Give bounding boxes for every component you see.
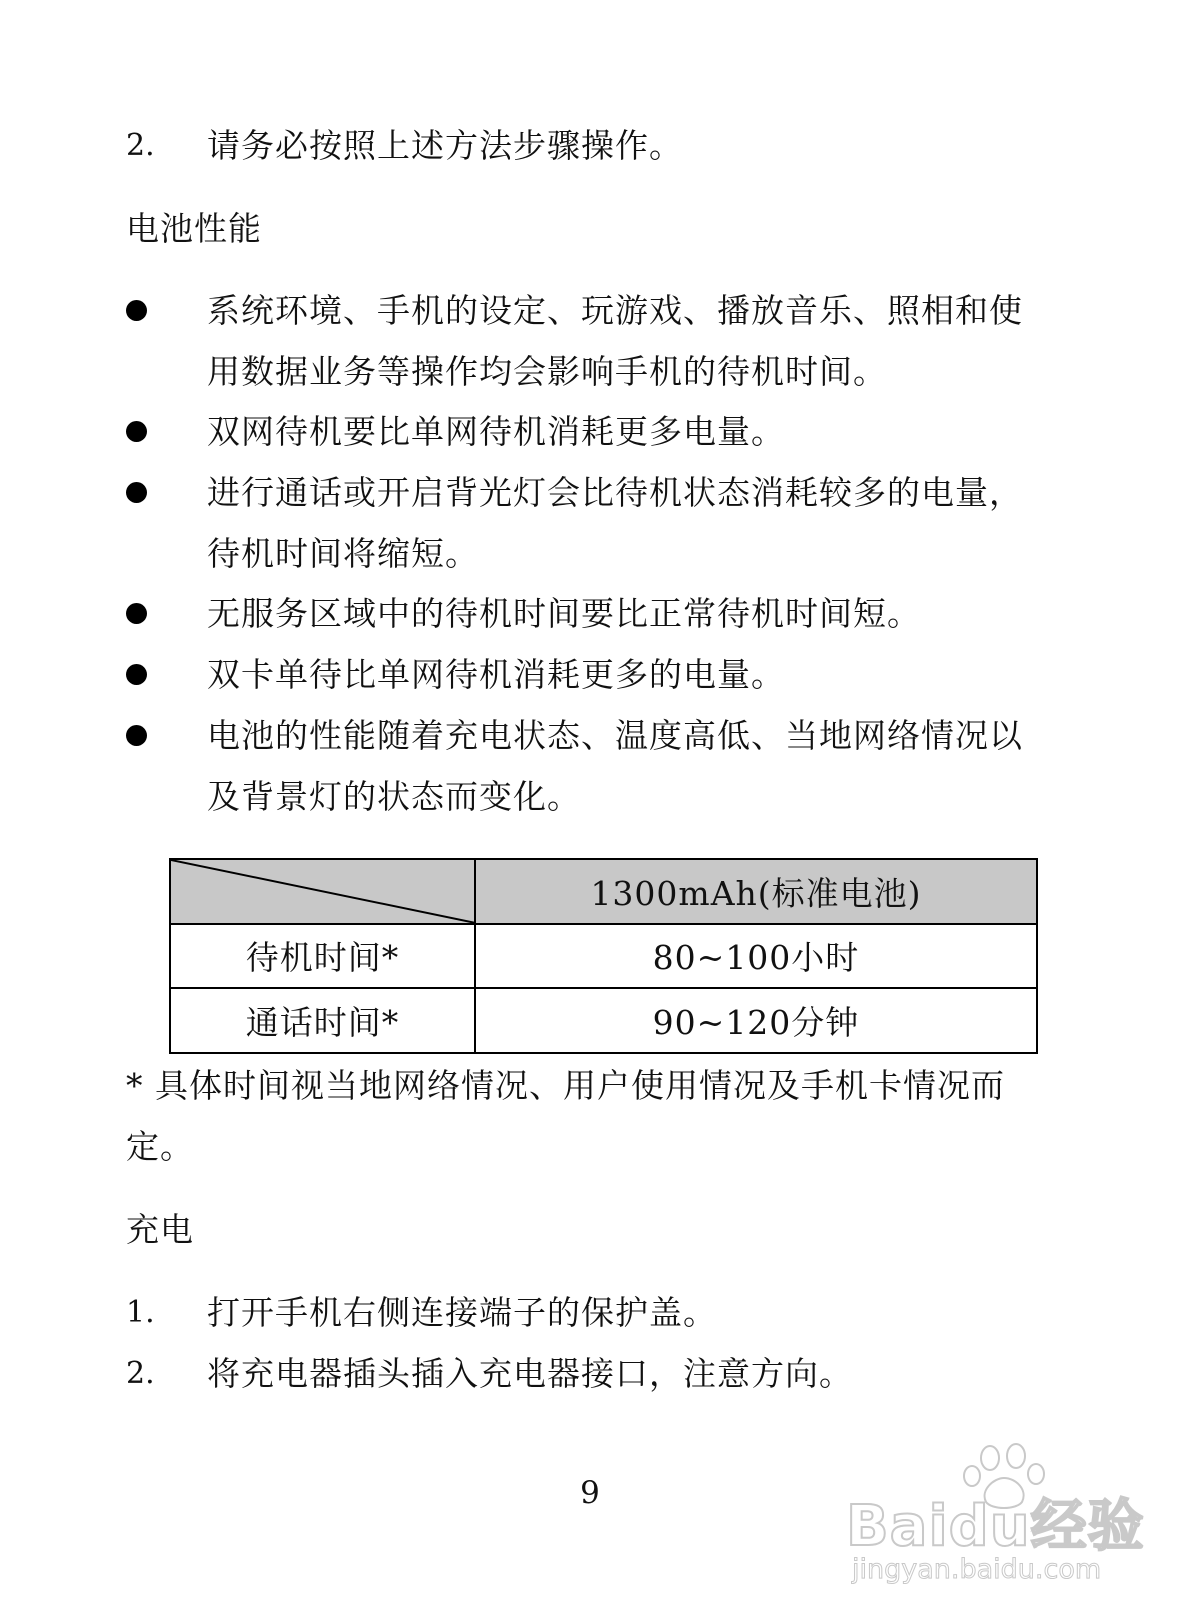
table-row-value: 90~120分钟 bbox=[475, 988, 1037, 1053]
bullet-icon bbox=[126, 603, 147, 624]
bullet-text: 进行通话或开启背光灯会比待机状态消耗较多的电量， bbox=[207, 473, 1023, 512]
step-number: 1. bbox=[126, 1295, 155, 1330]
bullet-text-continued: 用数据业务等操作均会影响手机的待机时间。 bbox=[207, 352, 887, 391]
page-number: 9 bbox=[580, 1475, 600, 1511]
watermark-brand: Baidu经验 bbox=[846, 1494, 1145, 1559]
baidu-watermark bbox=[840, 1440, 1170, 1605]
bullet-text-continued: 待机时间将缩短。 bbox=[207, 534, 479, 573]
table-corner-cell bbox=[170, 859, 475, 924]
section-heading-battery: 电池性能 bbox=[126, 209, 262, 248]
bullet-icon bbox=[126, 664, 147, 685]
bullet-icon bbox=[126, 725, 147, 746]
table-header-battery: 1300mAh(标准电池) bbox=[475, 859, 1037, 924]
bullet-text: 电池的性能随着充电状态、温度高低、当地网络情况以 bbox=[207, 716, 1023, 755]
bullet-icon bbox=[126, 300, 147, 321]
bullet-icon bbox=[126, 482, 147, 503]
bullet-text: 无服务区域中的待机时间要比正常待机时间短。 bbox=[207, 594, 921, 633]
diagonal-line-icon bbox=[171, 860, 474, 923]
step-text: 请务必按照上述方法步骤操作。 bbox=[207, 126, 683, 165]
bullet-text: 双网待机要比单网待机消耗更多电量。 bbox=[207, 412, 785, 451]
bullet-text: 双卡单待比单网待机消耗更多的电量。 bbox=[207, 655, 785, 694]
footnote: * 具体时间视当地网络情况、用户使用情况及手机卡情况而 bbox=[126, 1066, 1005, 1105]
table-row-label: 待机时间* bbox=[170, 924, 475, 989]
section-heading-charging: 充电 bbox=[126, 1210, 194, 1249]
table-row-value: 80~100小时 bbox=[475, 924, 1037, 989]
bullet-text-continued: 及背景灯的状态而变化。 bbox=[207, 777, 581, 816]
bullet-icon bbox=[126, 421, 147, 442]
step-text: 打开手机右侧连接端子的保护盖。 bbox=[207, 1293, 717, 1332]
step-number: 2. bbox=[126, 1356, 155, 1391]
footnote-continued: 定。 bbox=[126, 1127, 194, 1166]
battery-time-table bbox=[169, 858, 1038, 1054]
watermark-url: jingyan.baidu.com bbox=[852, 1554, 1102, 1585]
table-row-label: 通话时间* bbox=[170, 988, 475, 1053]
bullet-text: 系统环境、手机的设定、玩游戏、播放音乐、照相和使 bbox=[207, 291, 1023, 330]
step-number: 2. bbox=[126, 128, 155, 163]
step-text: 将充电器插头插入充电器接口，注意方向。 bbox=[207, 1354, 853, 1393]
